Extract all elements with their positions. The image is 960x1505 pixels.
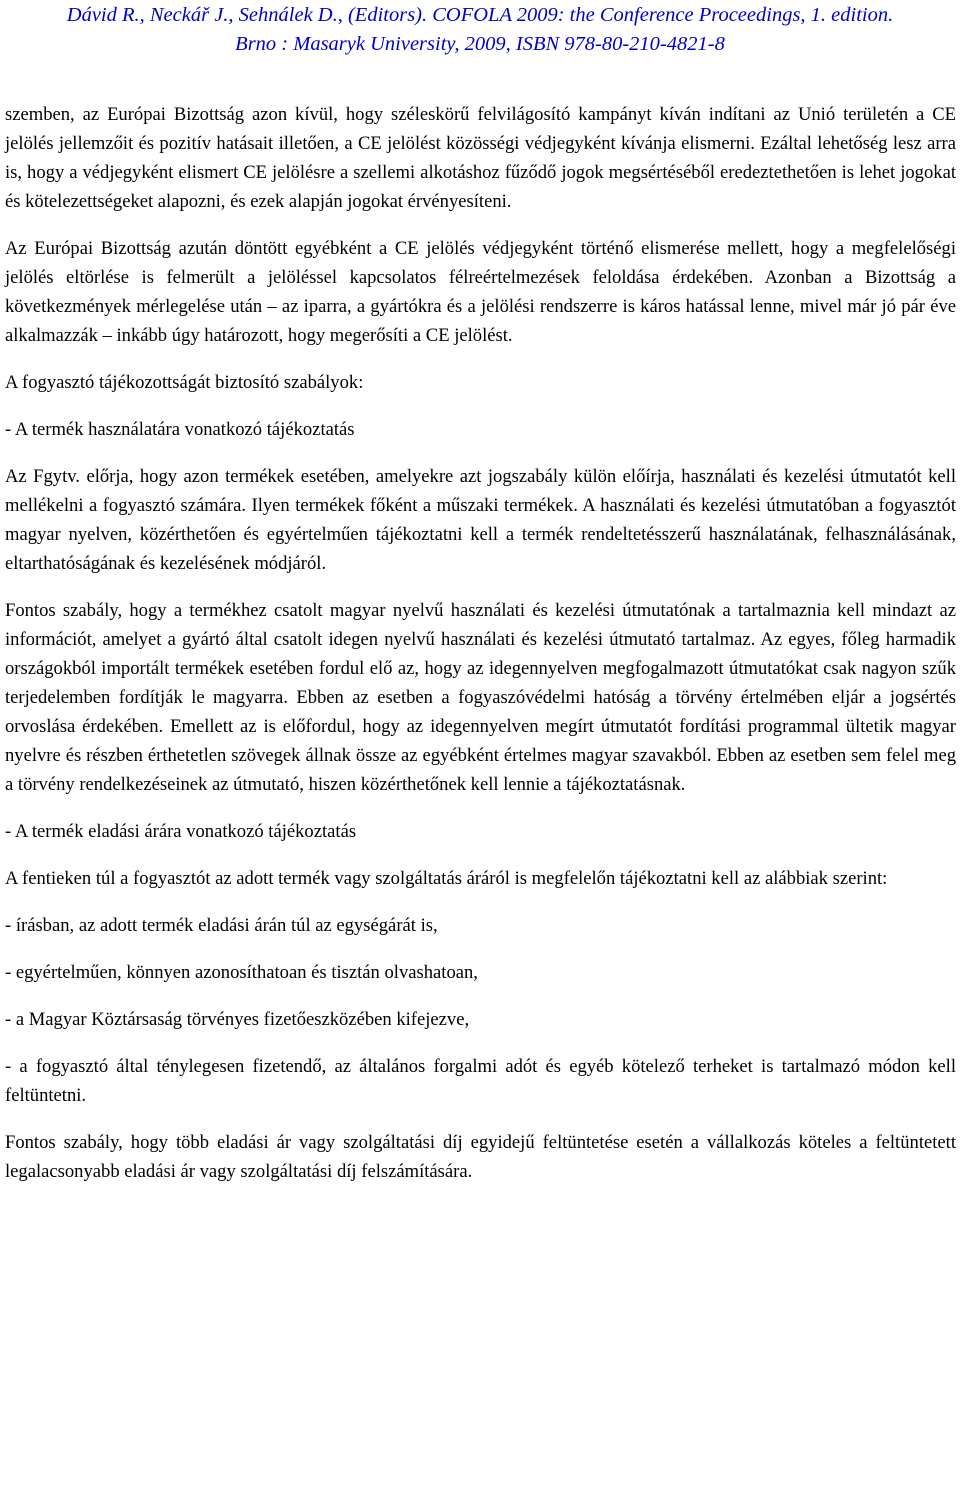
header-publisher-line: Brno : Masaryk University, 2009, ISBN 978-80-210-4821-8 <box>235 33 725 55</box>
paragraph: Fontos szabály, hogy több eladási ár vagy szolgáltatási díj egyidejű feltüntetése esetén a vállalkozás köteles a feltüntetett legalacsonyabb eladási ár vagy szolgáltatási díj felszámítására. <box>5 1132 956 1182</box>
subsection-heading: - A termék eladási árára vonatkozó tájékoztatás <box>5 821 357 842</box>
paragraph: A fentieken túl a fogyasztót az adott termék vagy szolgáltatás áráról is megfelelőn tájékoztatni kell az alábbiak szerint: <box>5 868 888 889</box>
running-header <box>0 0 960 59</box>
subsection-heading: - A termék használatára vonatkozó tájékoztatás <box>5 419 355 440</box>
list-item: - egyértelműen, könnyen azonosíthatoan és tisztán olvashatoan, <box>5 962 478 983</box>
list-item: - írásban, az adott termék eladási árán túl az egységárát is, <box>5 915 438 936</box>
document-body <box>5 100 956 1204</box>
header-citation-line: Dávid R., Neckář J., Sehnálek D., (Editors). COFOLA 2009: the Conference Proceedings, 1. edition. <box>66 4 894 26</box>
paragraph: Az Európai Bizottság azután döntött egyébként a CE jelölés védjegyként történő elismerése mellett, hogy a megfelelőségi jelölés eltörlése is felmerült a jelöléssel kapcsolatos félreértelmezések feloldása érdekében. Azonban a Bizottság a következmények mérlegelése után – az iparra, a gyártókra és a jelölési rendszerre is káros hatással lenne, mivel már jó pár éve alkalmazzák – inkább úgy határozott, hogy megerősíti a CE jelölést. <box>5 238 956 346</box>
section-heading: A fogyasztó tájékozottságát biztosító szabályok: <box>5 372 364 393</box>
paragraph: Az Fgytv. előrja, hogy azon termékek esetében, amelyekre azt jogszabály külön előírja, használati és kezelési útmutatót kell mellékelni a fogyasztó számára. Ilyen termékek főként a műszaki termékek. A használati és kezelési útmutatóban a fogyasztót magyar nyelven, közérthetően és egyértelműen tájékoztatni kell a termék rendeltetésszerű használatának, felhasználásának, eltarthatóságának és kezelésének módjáról. <box>5 466 956 574</box>
list-item: - a Magyar Köztársaság törvényes fizetőeszközében kifejezve, <box>5 1009 470 1030</box>
list-item: - a fogyasztó által ténylegesen fizetendő, az általános forgalmi adót és egyéb kötelező terheket is tartalmazó módon kell feltüntetni. <box>5 1056 956 1106</box>
paragraph: szemben, az Európai Bizottság azon kívül, hogy széleskörű felvilágosító kampányt kíván indítani az Unió területén a CE jelölés jellemzőit és pozitív hatásait illetően, a CE jelölést közösségi védjegyként kívánja elismerni. Ezáltal lehetőség lesz arra is, hogy a védjegyként elismert CE jelölésre a szellemi alkotáshoz fűződő jogok megsértéséből eredeztethetően is lehet jogokat és kötelezettségeket alapozni, és ezek alapján jogokat érvényesíteni. <box>5 104 956 212</box>
paragraph: Fontos szabály, hogy a termékhez csatolt magyar nyelvű használati és kezelési útmutatónak a tartalmaznia kell mindazt az információt, amelyet a gyártó által csatolt idegen nyelvű használati és kezelési útmutató tartalmaz. Az egyes, főleg harmadik országokból importált termékek esetében fordul elő az, hogy az idegennyelven megfogalmazott útmutatókat csak nagyon szűk terjedelemben fordítják le magyarra. Ebben az esetben a fogyaszóvédelmi hatóság a törvény értelmében eljár a jogsértés orvoslása érdekében. Emellett az is előfordul, hogy az idegennyelven megírt útmutatót fordítási programmal ültetik magyar nyelvre és részben érthetetlen szövegek állnak össze az egyébként értelmes magyar szavakból. Ebben az esetben sem felel meg a törvény rendelkezéseinek az útmutató, hiszen közérthetőnek kell lennie a tájékoztatásnak. <box>5 600 956 795</box>
